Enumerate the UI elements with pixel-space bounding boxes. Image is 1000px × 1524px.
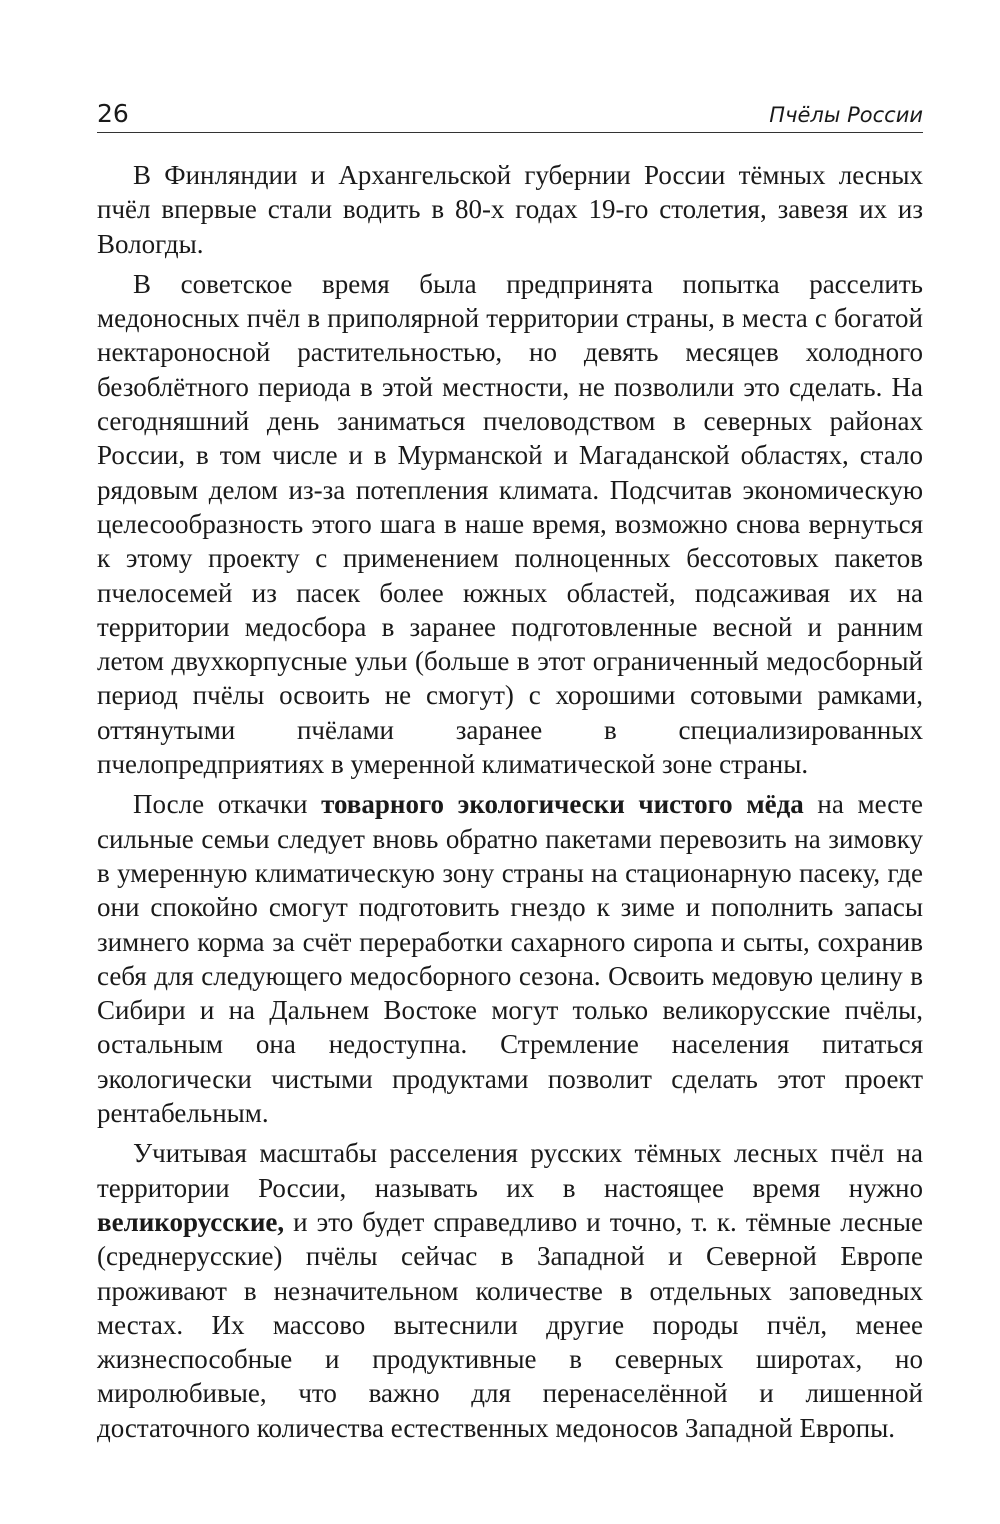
- paragraph-soviet-era: В советское время была предпринята попытка расселить медоносных пчёл в приполярной территории страны, в места с богатой нектароносной растительностью, но девять месяцев холодного безоблётного периода в этой местности, не позволили это сделать. На сегодняшний день заниматься пчеловодством в северных районах России, в том числе и в Мурманской и Магаданской областях, стало рядовым делом из-за потепления климата. Подсчитав экономическую целесообразность этого шага в наше время, возможно снова вернуться к этому проекту с применением полноценных бессотовых пакетов пчелосемей из пасек более южных областей, подсаживая их на территории медосбора в заранее подготовленные весной и ранним летом двухкорпусные ульи (больше в этот ограниченный медосборный период пчёлы освоить не смогут) с хорошими сотовыми рамками, оттянутыми пчёлами заранее в специализированных пчелопредприятиях в умеренной климатической зоне страны.: [97, 268, 923, 780]
- body-text: [97, 158, 923, 1451]
- paragraph-text-before: Учитывая масштабы расселения русских тёмных лесных пчёл на территории России, называть их в настоящее время нужно: [97, 1138, 923, 1203]
- paragraph-text-after: и это будет справедливо и точно, т. к. тёмные лесные (среднерусские) пчёлы сейчас в Западной и Северной Европе проживают в незначительном количестве в отдельных заповедных местах. Их массово вытеснили другие породы пчёл, менее жизнеспособные и продуктивные в северных широтах, но миролюбивые, что важно для перенаселённой и лишенной достаточного количества естественных медоносов Западной Европы.: [97, 1206, 923, 1443]
- paragraph-text-after: на месте сильные семьи следует вновь обратно пакетами перевозить на зимовку в умеренную климатическую зону страны на стационарную пасеку, где они спокойно смогут подготовить гнездо к зиме и пополнить запасы зимнего корма за счёт переработки сахарного сиропа и сыты, сохранив себя для следующего медосборного сезона. Освоить медовую целину в Сибири и на Дальнем Востоке могут только великорусские пчёлы, остальным она недоступна. Стремление населения питаться экологически чистыми продуктами позволит сделать этот проект рентабельным.: [97, 789, 923, 1129]
- paragraph-after-extraction: [97, 787, 923, 1130]
- page-header: [97, 96, 923, 133]
- paragraph-finland: В Финляндии и Архангельской губернии России тёмных лесных пчёл впервые стали водить в 80-х годах 19-го столетия, завезя их из Вологды.: [97, 160, 923, 259]
- paragraph-text-before: После откачки: [133, 789, 322, 820]
- running-title: Пчёлы России: [769, 103, 923, 127]
- bold-phrase-great-russian: великорусские,: [97, 1206, 285, 1237]
- paragraph-great-russian-bees: [97, 1136, 923, 1445]
- bold-phrase-eco-honey: товарного экологически чистого мёда: [321, 789, 804, 820]
- page-number: 26: [97, 99, 129, 128]
